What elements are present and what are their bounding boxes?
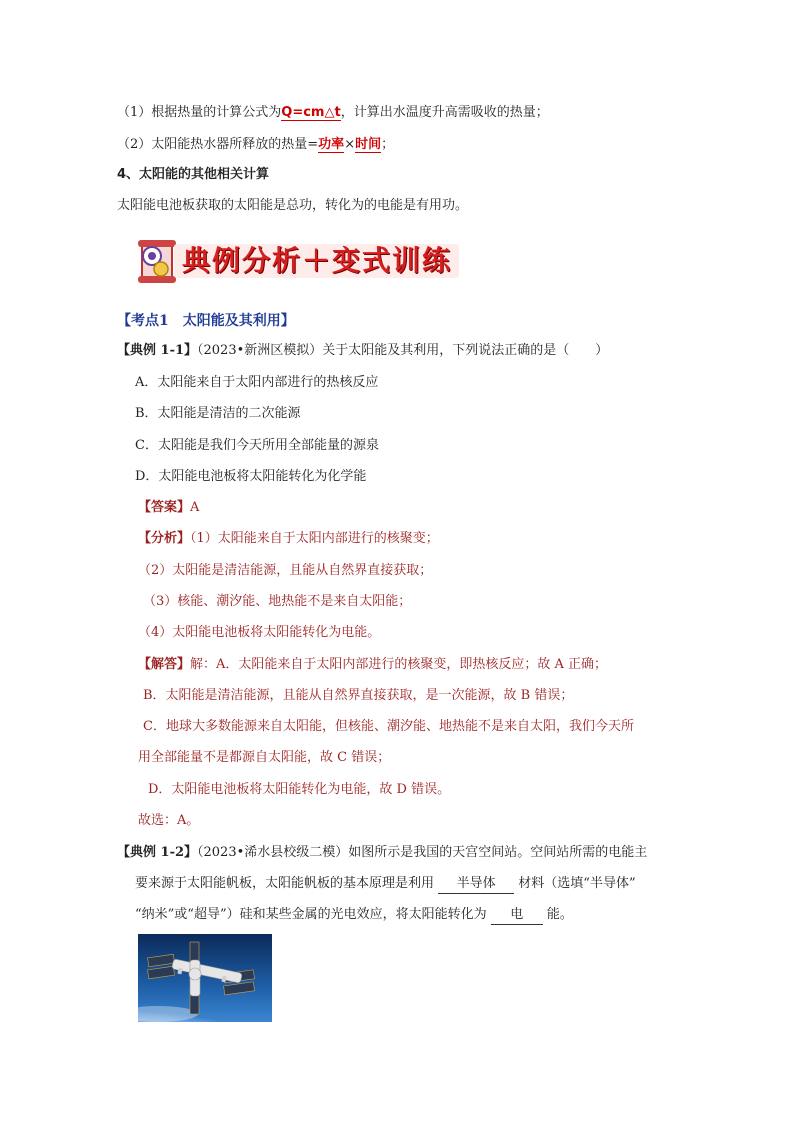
analysis-text: （1）太阳能来自于太阳内部进行的核聚变；: [190, 531, 439, 546]
solution-line-5: D．太阳能电池板将太阳能转化为电能，故 D 错误。: [148, 782, 451, 797]
section-title: 【考点1 太阳能及其利用】: [117, 313, 295, 329]
example-banner: [134, 236, 464, 286]
example-tag: 【典例 1-2】: [117, 845, 198, 860]
analysis-line-4: （4）太阳能电池板将太阳能转化为电能。: [138, 625, 381, 640]
option-b: B．太阳能是清洁的二次能源: [135, 406, 301, 421]
solution-line-1: [138, 656, 607, 674]
answer-blank-1: 半导体: [438, 875, 514, 894]
formula-line-1: [117, 104, 549, 122]
paragraph-4: 太阳能电池板获取的太阳能是总功，转化为的电能是有用功。: [117, 198, 469, 213]
option-c: C．太阳能是我们今天所用全部能量的源泉: [135, 438, 379, 453]
solution-line-2: B．太阳能是清洁能源，且能从自然界直接获取，是一次能源，故 B 错误；: [143, 688, 574, 703]
example-1-1-question: [117, 342, 608, 360]
option-d: D．太阳能电池板将太阳能转化为化学能: [135, 469, 367, 484]
solution-text: 解：A．太阳能来自于太阳内部进行的核聚变，即热核反应；故 A 正确；: [190, 657, 608, 672]
question-text: 能。: [546, 907, 573, 922]
example-source: （2023•新洲区模拟）: [197, 343, 323, 358]
solution-line-3: C．地球大多数能源来自太阳能，但核能、潮汐能、地热能不是来自太阳，我们今天所: [143, 719, 634, 734]
text: （2）太阳能热水器所释放的热量=: [117, 137, 319, 152]
example-tag: 【典例 1-1】: [117, 343, 198, 358]
formula-line-2: [117, 136, 394, 154]
example-1-2-line-2: [135, 875, 636, 894]
times-sign: ×: [344, 137, 356, 152]
solution-line-4: 用全部能量不是都源自太阳能，故 C 错误；: [138, 750, 391, 765]
analysis-line-2: （2）太阳能是清洁能源，且能从自然界直接获取；: [138, 563, 433, 578]
question-text: 材料（选填“半导体”: [518, 876, 636, 891]
power-term: 功率: [318, 137, 345, 152]
analysis-line-1: [138, 530, 439, 548]
question-text: 要来源于太阳能帆板，太阳能帆板的基本原理是利用: [135, 876, 435, 891]
example-source: （2023•浠水县校级二模）: [197, 845, 349, 860]
analysis-line-3: （3）核能、潮汐能、地热能不是来自太阳能；: [143, 594, 412, 609]
solution-tag: 【解答】: [138, 657, 191, 672]
time-term: 时间: [355, 137, 382, 152]
option-a: A．太阳能来自于太阳内部进行的热核反应: [135, 375, 379, 390]
formula-q-cm-dt: Q=cm△t: [281, 105, 341, 120]
example-1-2-line-1: [117, 844, 647, 862]
question-text: “纳米”或“超导”）硅和某些金属的光电效应，将太阳能转化为: [135, 907, 487, 922]
text: ；: [381, 137, 395, 152]
space-station-photo: [138, 934, 272, 1022]
text: ，计算出水温度升高需吸收的热量；: [340, 105, 549, 120]
question-text: 如图所示是我国的天宫空间站。空间站所需的电能主: [348, 845, 648, 860]
answer-line: [138, 499, 199, 517]
banner-title: 典例分析＋变式训练: [182, 244, 453, 277]
analysis-tag: 【分析】: [138, 531, 191, 546]
answer-blank-2: 电: [491, 906, 543, 925]
heading-4: 4、太阳能的其他相关计算: [117, 167, 270, 182]
example-1-2-line-3: [135, 906, 573, 925]
answer-value: A: [190, 500, 200, 515]
answer-tag: 【答案】: [138, 500, 191, 515]
choice-line: 故选：A。: [138, 813, 200, 828]
question-text: 关于太阳能及其利用，下列说法正确的是（ ）: [322, 343, 609, 358]
text: （1）根据热量的计算公式为: [117, 105, 282, 120]
